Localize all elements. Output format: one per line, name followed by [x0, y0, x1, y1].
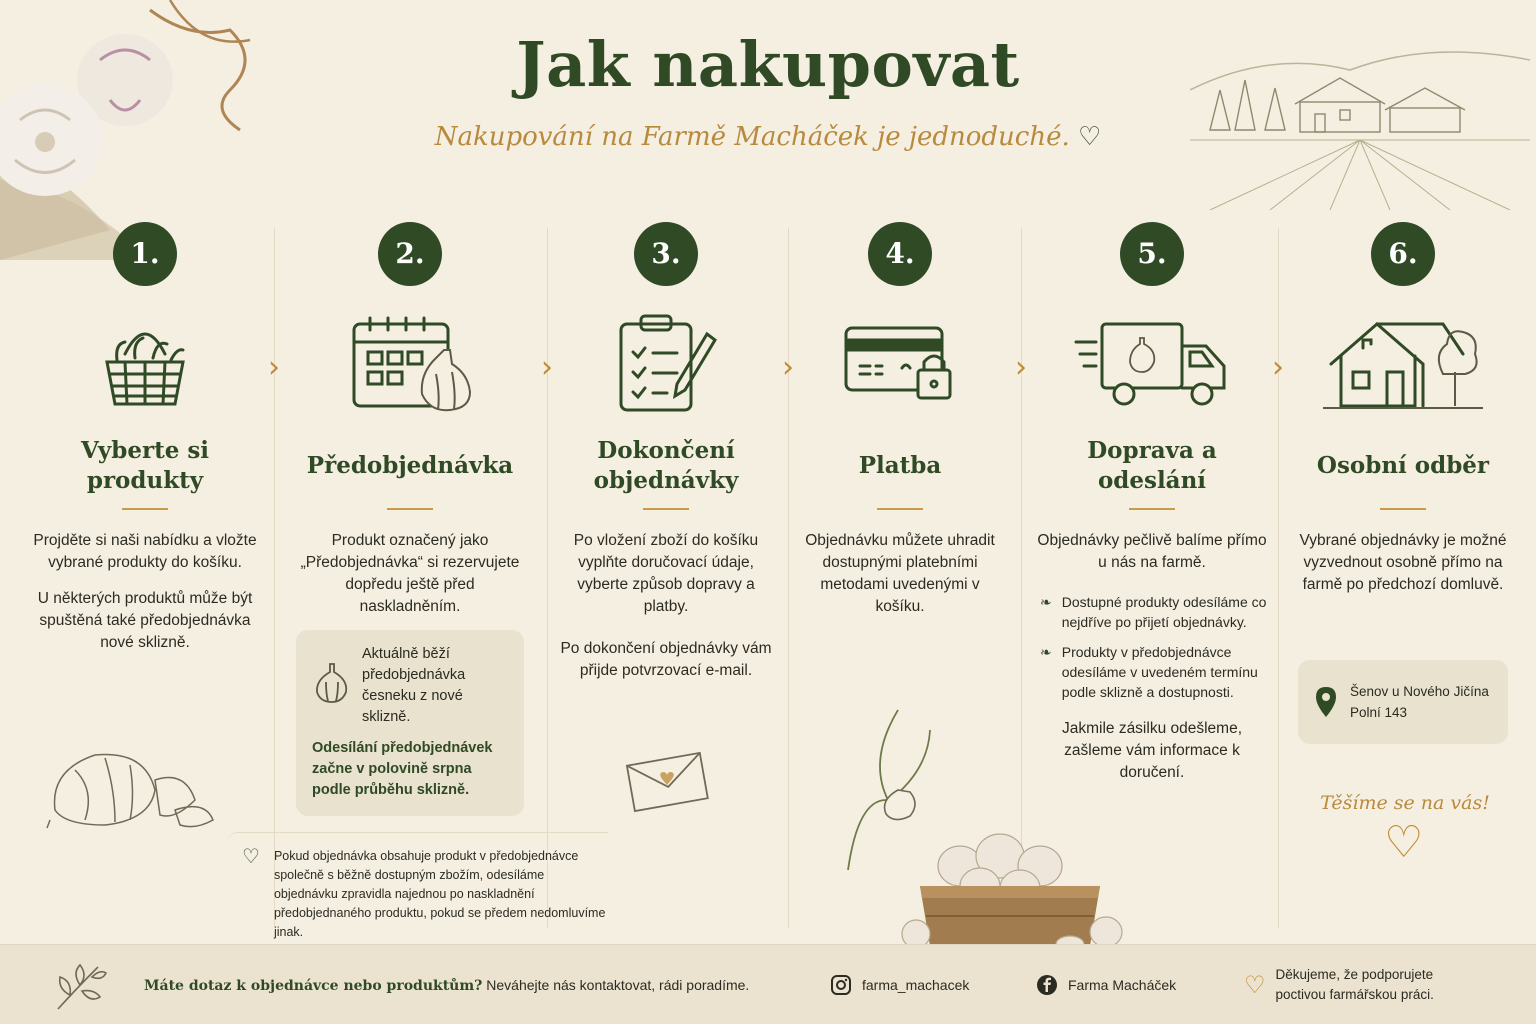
heart-icon: ♡: [242, 846, 260, 868]
farmhouse-icon: [1323, 314, 1483, 414]
step-5: [1036, 222, 1268, 784]
facebook-icon: [1036, 974, 1058, 996]
step-number: 3.: [634, 222, 698, 286]
step-number: 6.: [1371, 222, 1435, 286]
leaf-branch-icon: [52, 959, 108, 1013]
leaf-icon: ❧: [1040, 594, 1052, 610]
step-paragraph: Objednávku můžete uhradit dostupnými platebními metodami uvedenými v košíku.: [805, 532, 995, 615]
calendar-garlic-icon: [340, 314, 480, 414]
preorder-note-box: [296, 630, 524, 816]
step-2: [294, 222, 526, 618]
step-closing: Jakmile zásilku odešleme, zašleme vám informace k doručení.: [1061, 720, 1243, 781]
basket-icon: [95, 314, 195, 414]
step-title: Platba: [858, 452, 942, 479]
heart-icon: ♡: [1384, 818, 1424, 867]
heart-icon: ♡: [1244, 971, 1266, 999]
step-number: 1.: [113, 222, 177, 286]
step-4: [800, 222, 1000, 618]
instagram-link[interactable]: [830, 945, 969, 1024]
credit-card-lock-icon: [840, 314, 960, 414]
preorder-shipping: Odesílání předobjednávek začne v polovině srpna podle průběhu sklizně.: [312, 740, 493, 798]
step-title: Doprava a odeslání: [1087, 437, 1217, 494]
step-paragraph: Po dokončení objednávky vám přijde potvrzovací e-mail.: [560, 640, 772, 679]
step-paragraph: Objednávky pečlivě balíme přímo u nás na farmě.: [1037, 532, 1267, 571]
list-item: ❧ Produkty v předobjednávce odesíláme v uvedeném termínu podle sklizně a dostupnosti.: [1040, 644, 1258, 700]
step-title: Osobní odběr: [1316, 452, 1490, 479]
step-1: [30, 222, 260, 654]
list-item: ❧ Dostupné produkty odesíláme co nejdříve po přijetí objednávky.: [1040, 594, 1267, 630]
step-paragraph: U některých produktů může být spuštěná také předobjednávka nové sklizně.: [37, 590, 253, 651]
facebook-name: Farma Macháček: [1068, 977, 1177, 993]
address-line-2: Polní 143: [1350, 705, 1408, 720]
step-paragraph: Vybrané objednávky je možné vyzvednout osobně přímo na farmě po předchozí domluvě.: [1299, 532, 1507, 593]
step-paragraph: Projděte si naši nabídku a vložte vybrané produkty do košíku.: [33, 532, 257, 571]
page-title: Jak nakupovat: [516, 28, 1020, 101]
delivery-truck-icon: [1072, 314, 1232, 414]
step-title: Předobjednávka: [306, 452, 514, 479]
chevron-right-icon: ›: [268, 350, 280, 385]
step-number: 2.: [378, 222, 442, 286]
step-3: [558, 222, 774, 682]
garlic-crate-illustration: [900, 826, 1130, 956]
heart-icon: ♡: [1078, 122, 1102, 152]
preorder-current: Aktuálně běží předobjednávka česneku z nové sklizně.: [362, 646, 466, 725]
step-number: 5.: [1120, 222, 1184, 286]
step-paragraph: Produkt označený jako „Předobjednávka“ si rezervujete dopředu ještě před naskladněním.: [300, 532, 520, 615]
leaf-icon: ❧: [1040, 644, 1052, 660]
chevron-right-icon: ›: [1272, 350, 1284, 385]
garlic-icon: [312, 660, 352, 704]
step-title: Vyberte si produkty: [80, 437, 210, 494]
greeting-text: Těšíme se na vás!: [1320, 792, 1490, 814]
step-number: 4.: [868, 222, 932, 286]
instagram-handle: farma_machacek: [862, 977, 970, 993]
step-paragraph: Po vložení zboží do košíku vyplňte doručovací údaje, vyberte způsob dopravy a platby.: [573, 532, 759, 615]
clipboard-icon: [611, 314, 721, 414]
instagram-icon: [830, 974, 852, 996]
preorder-footnote: ♡ Pokud objednávka obsahuje produkt v předobjednávce společně s běžně dostupným zbožím, odesíláme objednávku zpravidla najednou po naskladnění předobjednaného produktu, pokud se předem nedomluvíme jinak.: [228, 832, 608, 942]
page-subtitle: Nakupování na Farmě Macháček je jednoduché. ♡: [434, 122, 1102, 152]
chevron-right-icon: ›: [1015, 350, 1027, 385]
thanks-message: ♡ Děkujeme, že podporujete poctivou farmářskou práci.: [1244, 967, 1434, 1002]
address-line-1: Šenov u Nového Jičína: [1350, 684, 1489, 699]
chevron-right-icon: ›: [541, 350, 553, 385]
chevron-right-icon: ›: [782, 350, 794, 385]
map-pin-icon: [1316, 687, 1336, 717]
contact-question: Máte dotaz k objednávce nebo produktům? Neváhejte nás kontaktovat, rádi poradíme.: [144, 976, 750, 994]
step-6: [1296, 222, 1510, 596]
address-box: [1298, 660, 1508, 744]
footer: [0, 944, 1536, 1024]
garlic-sketch-illustration: [45, 740, 215, 830]
facebook-link[interactable]: [1036, 945, 1176, 1024]
step-title: Dokončení objednávky: [593, 437, 739, 494]
envelope-icon: [622, 745, 712, 815]
